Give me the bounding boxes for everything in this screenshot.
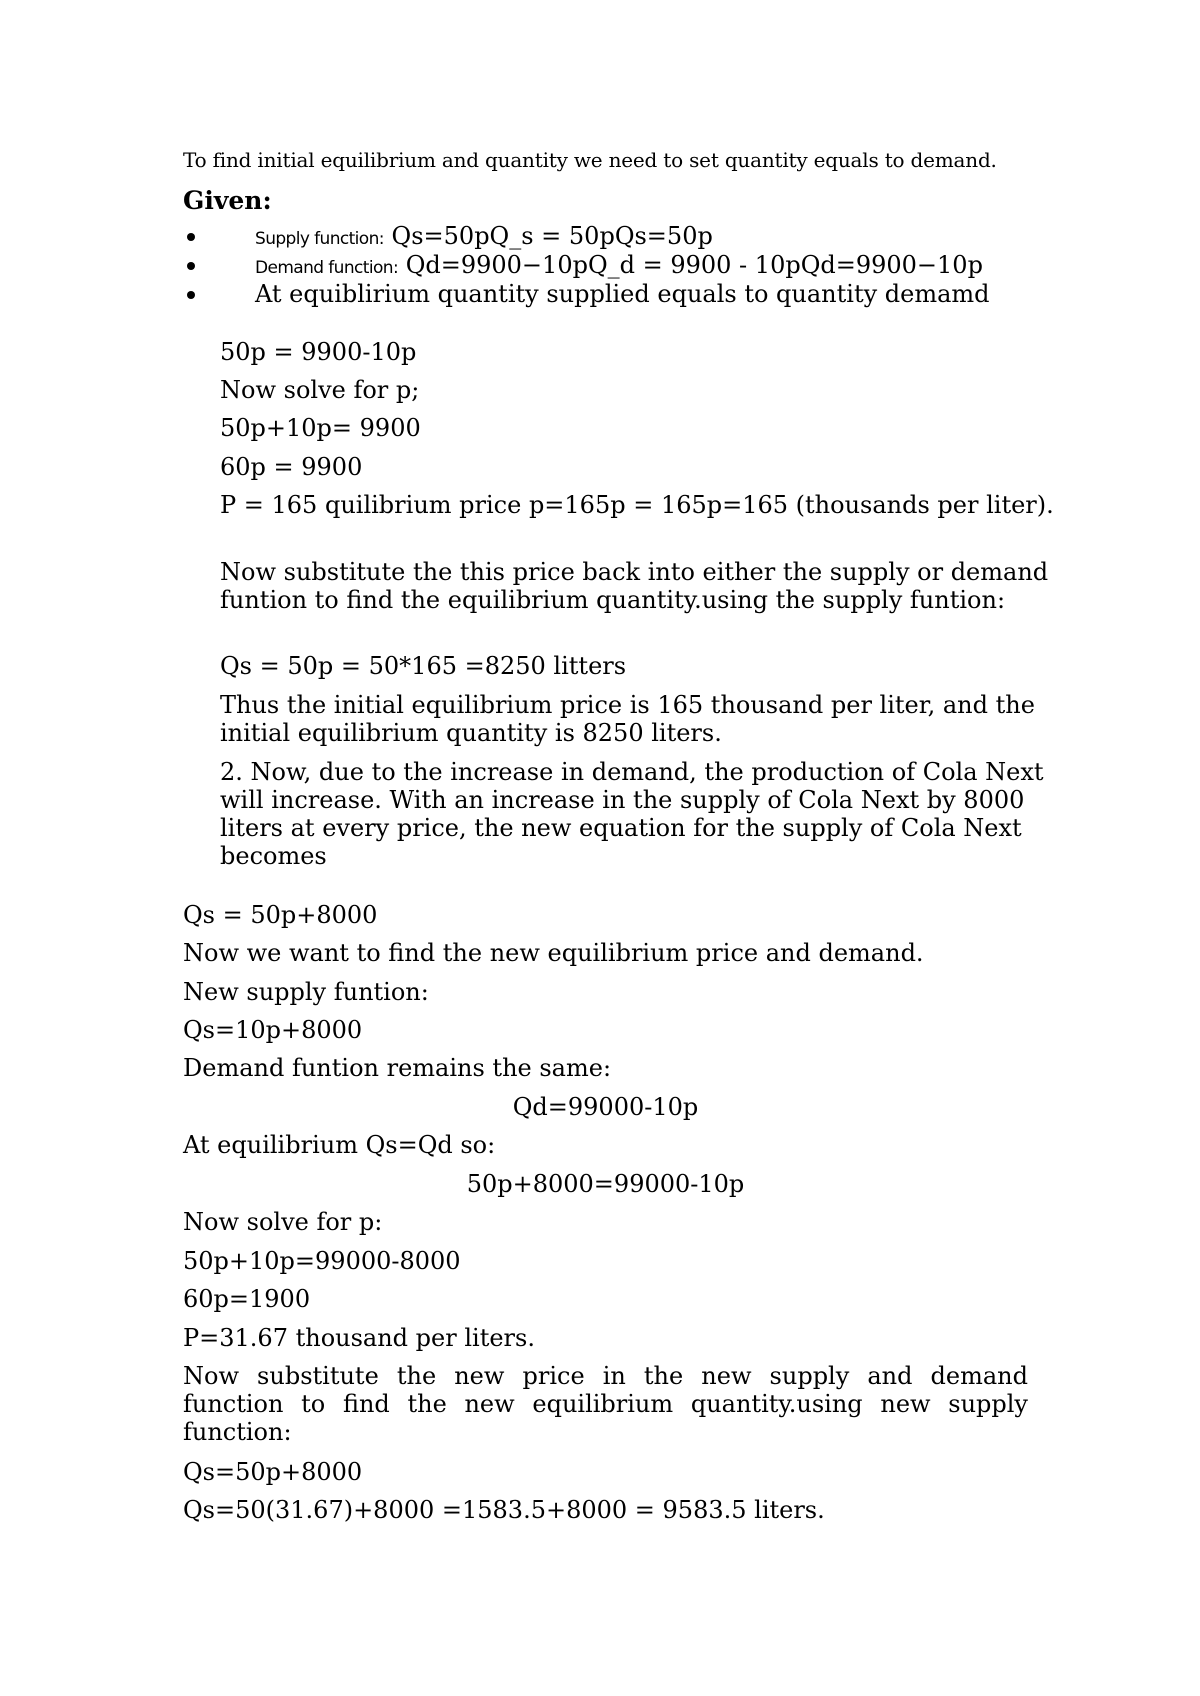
paragraph: 2. Now, due to the increase in demand, the production of Cola Next will increase. With an increase in the supply of Cola Next by 8000 liters at every price, the new equation for the supply of Cola Next becomes [220,758,1044,870]
intro-sentence: To find initial equilibrium and quantity we need to set quantity equals to demand. [183,148,997,172]
given-list [183,222,1063,309]
bullet-icon [187,291,195,299]
paragraph: Thus the initial equilibrium price is 165 thousand per liter, and the initial equilibrium quantity is 8250 liters. [220,691,1035,747]
equation-line: 60p = 9900 [220,453,363,481]
equation-line: Qs=50(31.67)+8000 =1583.5+8000 = 9583.5 liters. [183,1496,825,1524]
equation-line: 60p=1900 [183,1285,311,1313]
equilibrium-condition: At equiblirium quantity supplied equals to quantity demamd [255,280,990,308]
equation-line: Qs=10p+8000 [183,1016,363,1044]
demand-label: Demand function: [255,258,399,278]
bullet-icon [187,262,195,270]
list-item [183,222,1063,251]
centered-equation: 50p+8000=99000-10p [466,1170,745,1198]
paragraph: P = 165 quilibrium price p=165p = 165p=165 (thousands per liter). [220,491,1054,519]
list-item [183,280,1063,309]
equation-line: 50p = 9900-10p [220,338,417,366]
text-line: At equilibrium Qs=Qd so: [183,1131,496,1159]
text-line: Now solve for p; [220,376,420,404]
list-item [183,251,1063,280]
text-line: Now solve for p: [183,1208,383,1236]
text-line: Demand funtion remains the same: [183,1054,612,1082]
equation-line: Qs = 50p = 50*165 =8250 litters [220,652,627,680]
equation-line: 50p+10p=99000-8000 [183,1247,461,1275]
paragraph: Now substitute the this price back into either the supply or demand funtion to find the equilibrium quantity.using the supply funtion: [220,558,1049,614]
supply-label: Supply function: [255,229,384,249]
text-line: Now we want to find the new equilibrium price and demand. [183,939,924,967]
text-line: P=31.67 thousand per liters. [183,1324,535,1352]
supply-equation: Qs=50pQ_s = 50pQs=50p [383,222,713,250]
demand-equation: Qd=9900−10pQ_d = 9900 - 10pQd=9900−10p [398,251,983,279]
paragraph: Now substitute the new price in the new supply and demand function to find the new equilibrium quantity.using new supply function: [183,1362,1028,1446]
centered-equation: Qd=99000-10p [512,1093,699,1121]
text-line: New supply funtion: [183,978,429,1006]
equation-line: Qs = 50p+8000 [183,901,378,929]
equation-line: Qs=50p+8000 [183,1458,363,1486]
given-heading: Given: [183,186,272,215]
equation-line: 50p+10p= 9900 [220,414,421,442]
bullet-icon [187,233,195,241]
